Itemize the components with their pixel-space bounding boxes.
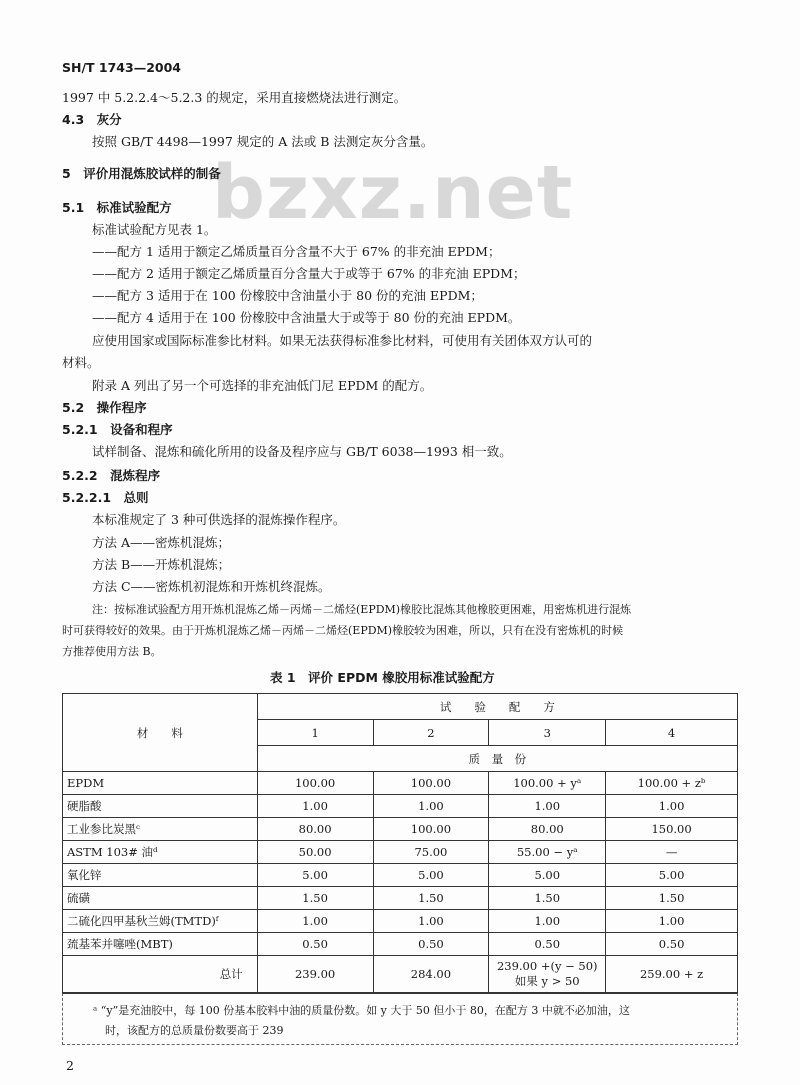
- list-item: ——配方 3 适用于在 100 份橡胶中含油量小于 80 份的充油 EPDM；: [92, 288, 483, 303]
- value-cell: 0.50: [606, 933, 738, 956]
- value-cell: 1.50: [373, 887, 489, 910]
- footnote-line: ᵃ “y”是充油胶中，每 100 份基本胶料中油的质量份数。如 y 大于 50 但小于 80，在配方 3 中就不必加油，这: [93, 1004, 630, 1017]
- table-row: [63, 795, 738, 818]
- note-line: 方推荐使用方法 B。: [62, 645, 162, 658]
- text-line: 附录 A 列出了另一个可选择的非充油低门尼 EPDM 的配方。: [92, 378, 433, 393]
- material-name: 工业参比炭黑ᶜ: [63, 818, 258, 841]
- formula-num: 3: [489, 720, 606, 746]
- table-footnote: [62, 993, 738, 1045]
- value-cell: 1.00: [606, 795, 738, 818]
- material-name: EPDM: [63, 772, 258, 795]
- list-item: ——配方 4 适用于在 100 份橡胶中含油量大于或等于 80 份的充油 EPDM。: [92, 310, 521, 325]
- section-heading: 5.2.1 设备和程序: [62, 422, 173, 437]
- table-row: [63, 933, 738, 956]
- value-cell: 1.00: [373, 910, 489, 933]
- material-name: 巯基苯并噻唑(MBT): [63, 933, 258, 956]
- section-heading: 5 评价用混炼胶试样的制备: [62, 166, 221, 181]
- note-line: 注：按标准试验配方用开炼机混炼乙烯－丙烯－二烯烃(EPDM)橡胶比混炼其他橡胶更困难，用密炼机进行混炼: [92, 603, 632, 616]
- page-header: SH/T 1743—2004: [62, 60, 181, 75]
- material-name: 氧化锌: [63, 864, 258, 887]
- value-cell: 100.00: [257, 772, 373, 795]
- value-cell: 1.00: [257, 910, 373, 933]
- formula-num: 1: [257, 720, 373, 746]
- total-label: 总计: [63, 956, 258, 993]
- material-name: 硫磺: [63, 887, 258, 910]
- value-cell: 80.00: [489, 818, 606, 841]
- formula-header: 试 验 配 方: [257, 694, 737, 720]
- list-item: 方法 B——开炼机混炼；: [92, 557, 231, 572]
- value-cell: 0.50: [257, 933, 373, 956]
- value-cell: 0.50: [373, 933, 489, 956]
- value-cell: 55.00 − yᵃ: [489, 841, 606, 864]
- material-header: 材 料: [63, 694, 258, 772]
- watermark: bzxz.net: [212, 150, 574, 236]
- value-cell: 100.00: [373, 818, 489, 841]
- total-value: 239.00 +(y − 50): [496, 959, 598, 973]
- table-row: [63, 864, 738, 887]
- table-row: [63, 887, 738, 910]
- value-cell: 5.00: [606, 864, 738, 887]
- total-cell: 259.00 + z: [606, 956, 738, 993]
- section-heading: 5.2.2.1 总则: [62, 490, 149, 505]
- value-cell: 100.00 + zᵇ: [606, 772, 738, 795]
- list-item: ——配方 1 适用于额定乙烯质量百分含量不大于 67% 的非充油 EPDM；: [92, 244, 501, 259]
- text-line: 试样制备、混炼和硫化所用的设备及程序应与 GB/T 6038—1993 相一致。: [92, 444, 512, 459]
- list-item: ——配方 2 适用于额定乙烯质量百分含量大于或等于 67% 的非充油 EPDM；: [92, 266, 526, 281]
- material-name: 二硫化四甲基秋兰姆(TMTD)ᶠ: [63, 910, 258, 933]
- value-cell: 80.00: [257, 818, 373, 841]
- value-cell: 75.00: [373, 841, 489, 864]
- table-row: [63, 818, 738, 841]
- value-cell: 5.00: [373, 864, 489, 887]
- formula-num: 2: [373, 720, 489, 746]
- value-cell: 100.00: [373, 772, 489, 795]
- text-line: 1997 中 5.2.2.4～5.2.3 的规定，采用直接燃烧法进行测定。: [62, 90, 407, 105]
- note-line: 时可获得较好的效果。由于开炼机混炼乙烯－丙烯－二烯烃(EPDM)橡胶较为困难，所以，只有在没有密炼机的时候: [62, 624, 624, 637]
- value-cell: —: [606, 841, 738, 864]
- table-row: [63, 772, 738, 795]
- material-name: 硬脂酸: [63, 795, 258, 818]
- text-line: 标准试验配方见表 1。: [92, 222, 217, 237]
- value-cell: 0.50: [489, 933, 606, 956]
- value-cell: 1.00: [257, 795, 373, 818]
- value-cell: 1.00: [373, 795, 489, 818]
- section-heading: 4.3 灰分: [62, 112, 122, 127]
- table-title: 表 1 评价 EPDM 橡胶用标准试验配方: [270, 670, 495, 685]
- total-cell: 284.00: [373, 956, 489, 993]
- total-cell: 239.00: [257, 956, 373, 993]
- section-heading: 5.2 操作程序: [62, 400, 147, 415]
- footnote-line: 时，该配方的总质量份数要高于 239: [105, 1024, 284, 1037]
- formula-num: 4: [606, 720, 738, 746]
- text-line: 材料。: [62, 355, 100, 370]
- value-cell: 5.00: [257, 864, 373, 887]
- value-cell: 1.00: [489, 910, 606, 933]
- value-cell: 1.00: [606, 910, 738, 933]
- total-condition: 如果 y > 50: [514, 974, 580, 988]
- formula-table: [62, 693, 738, 993]
- value-cell: 100.00 + yᵃ: [489, 772, 606, 795]
- value-cell: 5.00: [489, 864, 606, 887]
- value-cell: 50.00: [257, 841, 373, 864]
- value-cell: 1.50: [257, 887, 373, 910]
- total-cell: [489, 956, 606, 993]
- text-line: 本标准规定了 3 种可供选择的混炼操作程序。: [92, 512, 346, 527]
- section-heading: 5.2.2 混炼程序: [62, 468, 161, 483]
- section-heading: 5.1 标准试验配方: [62, 200, 172, 215]
- value-cell: 1.00: [489, 795, 606, 818]
- value-cell: 1.50: [489, 887, 606, 910]
- text-line: 按照 GB/T 4498—1997 规定的 A 法或 B 法测定灰分含量。: [92, 134, 434, 149]
- table-row: [63, 841, 738, 864]
- page-number: 2: [66, 1058, 74, 1073]
- value-cell: 1.50: [606, 887, 738, 910]
- list-item: 方法 A——密炼机混炼；: [92, 535, 231, 550]
- list-item: 方法 C——密炼机初混炼和开炼机终混炼。: [92, 579, 331, 594]
- table-row: [63, 910, 738, 933]
- unit-header: 质 量 份: [257, 746, 737, 772]
- value-cell: 150.00: [606, 818, 738, 841]
- material-name: ASTM 103# 油ᵈ: [63, 841, 258, 864]
- text-line: 应使用国家或国际标准参比材料。如果无法获得标准参比材料，可使用有关团体双方认可的: [92, 333, 593, 348]
